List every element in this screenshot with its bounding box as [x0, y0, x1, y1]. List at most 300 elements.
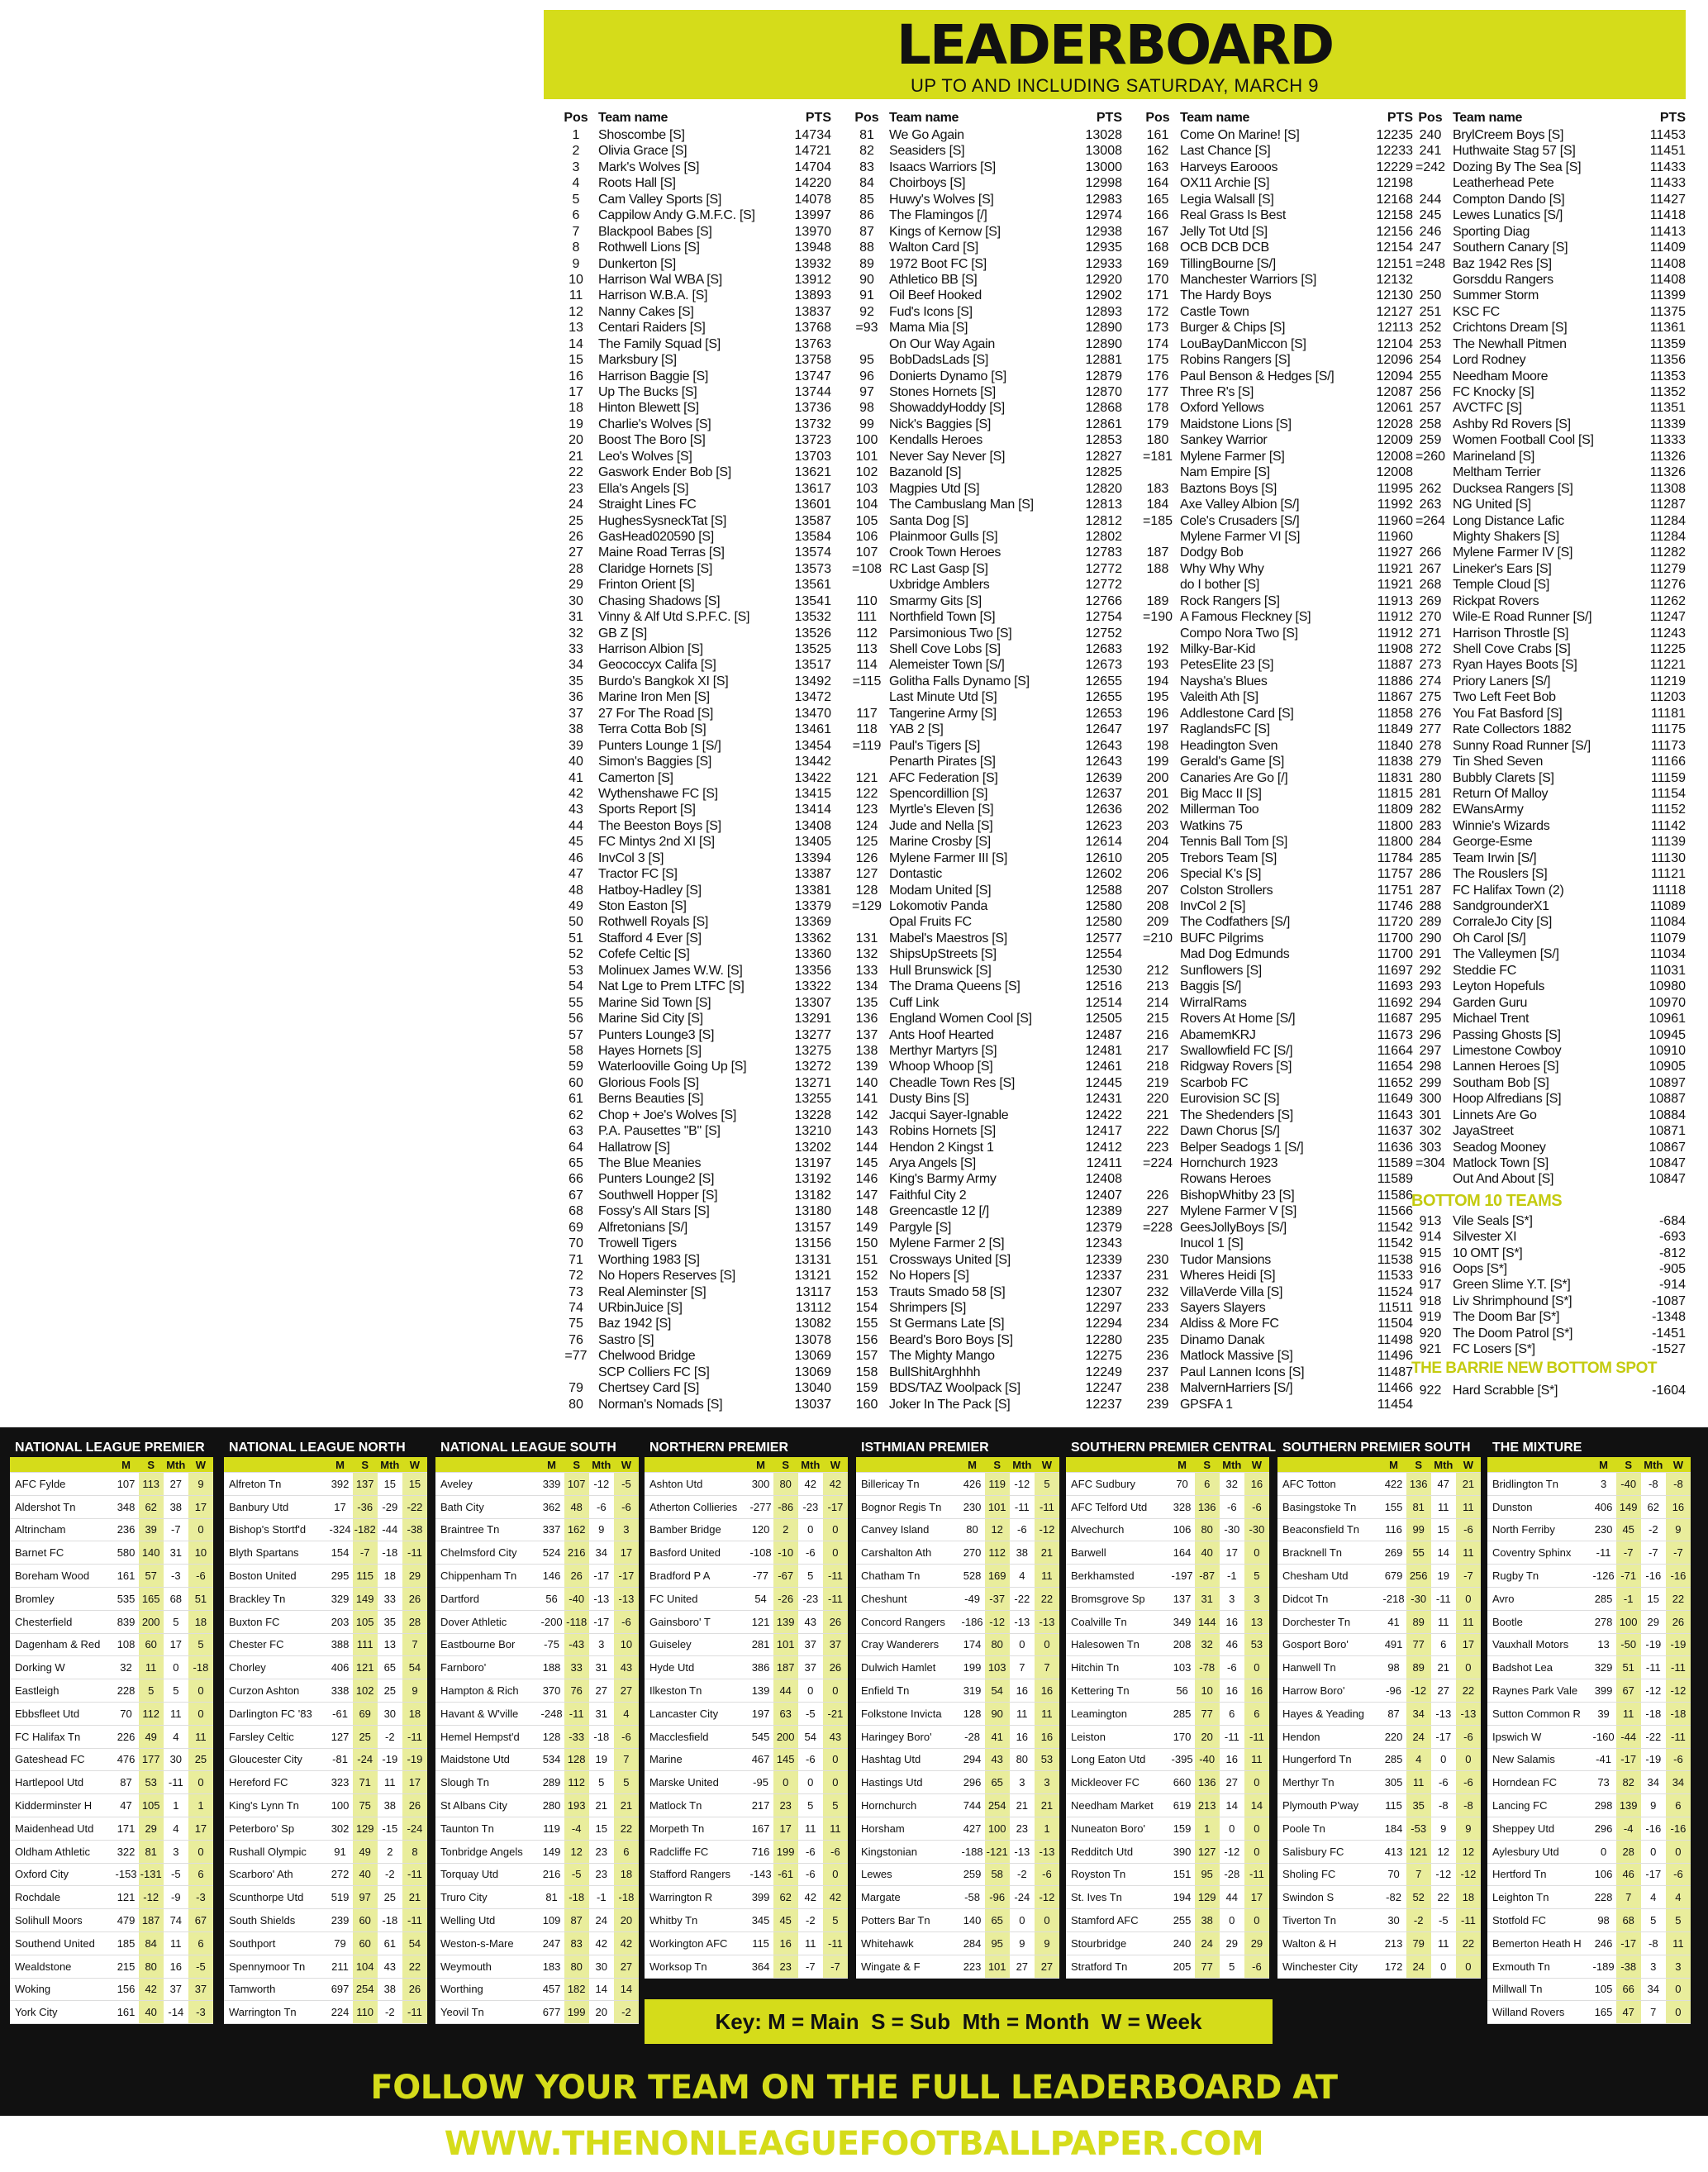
position: 916	[1419, 1262, 1442, 1276]
stat-value: -324	[327, 1518, 352, 1541]
stat-header: M	[1591, 1457, 1615, 1473]
table-row	[1140, 175, 1413, 191]
table-row	[559, 802, 831, 817]
position: 117	[856, 706, 878, 721]
stat-value: 70	[113, 1702, 138, 1725]
table-row	[849, 432, 1122, 448]
points: 11757	[1377, 867, 1413, 882]
stat-value: 30	[1381, 1909, 1406, 1932]
table-row	[1413, 545, 1686, 560]
stat-value: 113	[139, 1473, 164, 1496]
team-name: Dusty Bins [S]	[889, 1092, 969, 1107]
team-name: GeesJollyBoys [S/]	[1180, 1220, 1287, 1235]
position: 161	[1146, 128, 1169, 142]
position: 213	[1146, 979, 1169, 994]
team-name: Hertford Tn	[1487, 1863, 1591, 1886]
table-row	[559, 352, 831, 368]
position: 209	[1146, 915, 1169, 930]
team-name: Dodgy Bob	[1180, 545, 1244, 560]
stat-value: 136	[1195, 1771, 1220, 1794]
team-name: Hatboy-Hadley [S]	[598, 883, 702, 898]
points: 11504	[1377, 1317, 1413, 1331]
team-name: InvCol 3 [S]	[598, 850, 664, 865]
table-row	[849, 706, 1122, 722]
stat-value: 20	[614, 1909, 639, 1932]
team-name: Castle Town	[1180, 304, 1249, 319]
position: 208	[1146, 899, 1169, 913]
points: 12294	[1085, 1317, 1122, 1331]
stat-value: 80	[985, 1633, 1010, 1656]
stat-value: 54	[748, 1587, 773, 1610]
position: 43	[569, 803, 583, 817]
stat-value: 42	[139, 1978, 164, 2001]
stat-value: -12	[1456, 1863, 1481, 1886]
position: 294	[1419, 995, 1442, 1010]
position: 270	[1419, 610, 1442, 625]
league-row	[10, 1955, 213, 1978]
league-row	[435, 1587, 639, 1610]
team-name: Alvechurch	[1066, 1518, 1169, 1541]
stat-header: Mth	[164, 1457, 188, 1473]
position: 268	[1419, 578, 1442, 593]
stat-value: 0	[823, 1518, 848, 1541]
stat-header: W	[188, 1457, 213, 1473]
position: 192	[1146, 642, 1169, 656]
stat-value: -1	[1616, 1587, 1641, 1610]
stat-value: 27	[1431, 1679, 1456, 1703]
stat-value: -6	[1666, 1863, 1691, 1886]
team-name: Charlie's Wolves [S]	[598, 417, 711, 431]
stat-value: 11	[1456, 1610, 1481, 1633]
points: -914	[1658, 1278, 1686, 1293]
team-name: Bromley	[10, 1587, 113, 1610]
position: 13	[569, 321, 583, 336]
team-name: AFC Federation [S]	[889, 770, 998, 785]
table-row	[849, 1348, 1122, 1364]
position: =224	[1142, 1156, 1173, 1170]
team-name: Crichtons Dream [S]	[1453, 321, 1568, 336]
table-row	[1413, 432, 1686, 448]
table-row	[559, 1140, 831, 1155]
league-table	[856, 1439, 1059, 1979]
team-name: Dinamo Danak	[1180, 1332, 1265, 1347]
stat-value: 5	[139, 1679, 164, 1703]
points: 12389	[1085, 1204, 1122, 1219]
team-name: Paul Benson & Hedges [S/]	[1180, 369, 1335, 383]
league-grid	[1487, 1457, 1691, 2024]
league-row	[1487, 1886, 1691, 1909]
team-name: Berns Beauties [S]	[598, 1092, 704, 1107]
stat-value: 9	[1641, 1794, 1666, 1817]
stat-value: 20	[589, 2001, 614, 2024]
points: 13156	[794, 1236, 831, 1251]
stat-value: 87	[564, 1909, 589, 1932]
position: 169	[1146, 256, 1169, 271]
team-name: Enfield Tn	[856, 1679, 959, 1703]
team-name: Out And About [S]	[1453, 1172, 1554, 1187]
table-row	[559, 1091, 831, 1107]
team-name: Penarth Pirates [S]	[889, 755, 996, 769]
stat-value: 4	[614, 1702, 639, 1725]
table-row	[559, 449, 831, 464]
table-row	[849, 609, 1122, 625]
stat-value: 11	[1406, 1771, 1431, 1794]
table-row	[1413, 1229, 1686, 1245]
league-row	[645, 1541, 848, 1565]
league-table	[224, 1439, 427, 2024]
table-row	[849, 1380, 1122, 1396]
stat-value: 200	[139, 1610, 164, 1633]
stat-value: -2	[1406, 1909, 1431, 1932]
table-row	[1140, 304, 1413, 320]
stat-value: -2	[1010, 1863, 1035, 1886]
league-row	[435, 1565, 639, 1588]
position: 176	[1146, 369, 1169, 383]
points: -905	[1658, 1262, 1686, 1276]
stat-value: -12	[1035, 1518, 1059, 1541]
position	[1413, 529, 1448, 545]
table-row	[849, 689, 1122, 705]
stat-value: 545	[748, 1725, 773, 1748]
stat-value: 21	[614, 1794, 639, 1817]
league-row	[1277, 1587, 1481, 1610]
team-name: Priory Laners [S/]	[1453, 674, 1551, 688]
team-name: Bromsgrove Sp	[1066, 1587, 1169, 1610]
table-row	[849, 946, 1122, 962]
stat-value: 0	[188, 1702, 213, 1725]
team-header	[1487, 1457, 1591, 1473]
league-grid	[224, 1457, 427, 2024]
table-row	[559, 513, 831, 529]
position: 163	[1146, 160, 1169, 174]
position: 75	[569, 1317, 583, 1331]
stat-value: 115	[748, 1931, 773, 1955]
table-row	[1140, 529, 1413, 545]
table-row	[1140, 883, 1413, 898]
position	[1140, 464, 1175, 480]
stat-value: 5	[798, 1794, 823, 1817]
team-name: Darlington FC '83	[224, 1702, 327, 1725]
team-name: 1972 Boot FC [S]	[889, 256, 987, 271]
stat-value: 0	[1010, 1909, 1035, 1932]
stat-value: 80	[959, 1518, 984, 1541]
points: 11800	[1377, 835, 1413, 850]
stat-value: 26	[823, 1656, 848, 1679]
league-row	[1487, 1587, 1691, 1610]
team-name: Bubbly Clarets [S]	[1453, 770, 1554, 785]
stat-value: -6	[589, 1495, 614, 1518]
table-row	[559, 272, 831, 288]
position: 216	[1146, 1027, 1169, 1042]
stat-value: -6	[1220, 1656, 1244, 1679]
points: 11687	[1377, 1012, 1413, 1026]
position: 233	[1146, 1300, 1169, 1315]
team-header	[10, 1457, 113, 1473]
position	[849, 689, 884, 705]
points: 12229	[1376, 160, 1413, 174]
stat-value: -41	[1591, 1748, 1615, 1771]
stat-value: 254	[985, 1794, 1010, 1817]
stat-value: 102	[353, 1679, 378, 1703]
league-title: NORTHERN PREMIER	[649, 1441, 789, 1455]
stat-value: -18	[1641, 1702, 1666, 1725]
team-name: Hemel Hempst'd	[435, 1725, 539, 1748]
table-row	[1413, 593, 1686, 609]
position: =115	[852, 674, 882, 688]
points: 11453	[1649, 128, 1686, 142]
stat-value: 16	[164, 1955, 188, 1978]
position: 215	[1146, 1012, 1169, 1026]
team-name: Marksbury [S]	[598, 353, 677, 368]
stat-value: 296	[959, 1771, 984, 1794]
position: 141	[855, 1092, 878, 1107]
table-row	[849, 288, 1122, 303]
points: 11649	[1377, 1092, 1413, 1107]
league-row	[10, 1725, 213, 1748]
team-name: Geococcyx Califa [S]	[598, 658, 716, 673]
stat-value: 45	[1616, 1518, 1641, 1541]
stat-value: 31	[589, 1656, 614, 1679]
position: 154	[855, 1300, 878, 1315]
points: 13117	[795, 1284, 831, 1299]
team-name: Gorsddu Rangers	[1453, 272, 1553, 287]
stat-value: 0	[1456, 1748, 1481, 1771]
team-name: Mylene Farmer 2 [S]	[889, 1236, 1005, 1251]
stat-value: 0	[188, 1840, 213, 1863]
stat-value: 0	[1010, 1633, 1035, 1656]
stat-value: 172	[1381, 1955, 1406, 1978]
team-name: Fossy's All Stars [S]	[598, 1204, 710, 1219]
stat-value: -19	[1666, 1633, 1691, 1656]
team-name: England Women Cool [S]	[889, 1012, 1032, 1026]
team-name: Last Minute Utd [S]	[889, 690, 997, 705]
league-row	[435, 1610, 639, 1633]
team-name: Dontastic	[889, 867, 942, 882]
team-name: Coventry Sphinx	[1487, 1541, 1591, 1565]
stat-value: 128	[564, 1748, 589, 1771]
stat-value: 296	[1591, 1817, 1615, 1840]
points: 13202	[794, 1140, 831, 1155]
stat-value: 161	[113, 2001, 138, 2024]
stat-value: -200	[539, 1610, 564, 1633]
points: 11533	[1377, 1269, 1413, 1284]
stat-value: 174	[959, 1633, 984, 1656]
team-name: Winnie's Wizards	[1453, 818, 1550, 833]
team-name: Ilkeston Tn	[645, 1679, 748, 1703]
team-name: Warrington Tn	[224, 2001, 327, 2024]
position: 71	[569, 1252, 583, 1267]
table-row	[1413, 946, 1686, 962]
league-row	[224, 1656, 427, 1679]
points: 13541	[794, 593, 831, 608]
position: 155	[855, 1317, 878, 1331]
team-name: BullShitArghhhh	[889, 1365, 981, 1379]
points: 12655	[1085, 674, 1122, 688]
stat-value: -8	[1456, 1794, 1481, 1817]
stat-value: 171	[113, 1817, 138, 1840]
team-name: Mylene Farmer IV [S]	[1453, 545, 1573, 560]
team-name: Farsley Celtic	[224, 1725, 327, 1748]
league-row	[1487, 1473, 1691, 1496]
stat-value: 0	[823, 1771, 848, 1794]
team-name: Baztons Boys [S]	[1180, 481, 1277, 496]
position: 3	[572, 160, 580, 174]
position: 178	[1146, 401, 1169, 416]
points: 11221	[1649, 658, 1686, 673]
team-name: Ston Easton [S]	[598, 899, 687, 913]
team-name: Big Macc II [S]	[1180, 786, 1262, 801]
stat-value: 270	[959, 1541, 984, 1565]
position: 207	[1146, 883, 1169, 898]
league-row	[224, 1748, 427, 1771]
points: 12061	[1376, 401, 1413, 416]
table-row	[1413, 481, 1686, 497]
team-name: Dunkerton [S]	[598, 256, 676, 271]
team-name: Merthyr Martyrs [S]	[889, 1043, 997, 1058]
position: 47	[569, 867, 583, 882]
stat-value: -81	[327, 1748, 352, 1771]
stat-value: 38	[378, 1794, 402, 1817]
stat-value: -58	[959, 1886, 984, 1909]
position: 103	[855, 481, 878, 496]
stat-value: -18	[614, 1886, 639, 1909]
stat-value: 11	[1666, 1931, 1691, 1955]
team-name: Southern Canary [S]	[1453, 241, 1568, 255]
table-row	[1140, 272, 1413, 288]
table-row	[1140, 1155, 1413, 1171]
team-name: Weston-s-Mare	[435, 1931, 539, 1955]
stat-value: -17	[1431, 1725, 1456, 1748]
stat-value: 49	[139, 1725, 164, 1748]
points: 12412	[1085, 1140, 1122, 1155]
position: 64	[569, 1140, 583, 1155]
points: 12602	[1085, 867, 1122, 882]
position: 275	[1419, 690, 1442, 705]
stat-value: 112	[139, 1702, 164, 1725]
team-name: Hyde Utd	[645, 1656, 748, 1679]
stat-value: 29	[402, 1565, 427, 1588]
stat-value: -197	[1169, 1565, 1194, 1588]
league-title: ISTHMIAN PREMIER	[861, 1441, 989, 1455]
stat-value: -17	[1616, 1931, 1641, 1955]
stat-value: 226	[113, 1725, 138, 1748]
league-row	[10, 1587, 213, 1610]
table-row	[1140, 754, 1413, 769]
stat-value: 11	[1431, 1610, 1456, 1633]
table-row	[1140, 1397, 1413, 1412]
points: -1527	[1652, 1342, 1686, 1357]
position: =190	[1142, 610, 1173, 625]
stat-value: 0	[188, 1518, 213, 1541]
position: 915	[1419, 1246, 1442, 1260]
points: -1604	[1652, 1383, 1686, 1398]
stat-value: 9	[589, 1518, 614, 1541]
team-name: Chasing Shadows [S]	[598, 593, 721, 608]
position: 29	[569, 578, 583, 593]
stat-value: 9	[188, 1473, 213, 1496]
points: 12614	[1085, 835, 1122, 850]
stat-value: 519	[327, 1886, 352, 1909]
stat-value: 11	[1035, 1565, 1059, 1588]
league-row	[1487, 1518, 1691, 1541]
team-name: The Shedenders [S]	[1180, 1107, 1293, 1122]
team-name: Warrington R	[645, 1886, 748, 1909]
table-row	[1140, 127, 1413, 143]
stat-value: 7	[1035, 1656, 1059, 1679]
position	[1413, 464, 1448, 480]
team-name: Watkins 75	[1180, 818, 1243, 833]
team-name: Leatherhead Pete	[1453, 176, 1554, 191]
table-row	[1140, 1075, 1413, 1091]
stat-value: 18	[378, 1565, 402, 1588]
position: 102	[855, 465, 878, 480]
stat-value: -22	[402, 1495, 427, 1518]
stat-value: -11	[402, 1725, 427, 1748]
position: 18	[569, 401, 583, 416]
stat-value: 3	[614, 1518, 639, 1541]
table-row	[849, 320, 1122, 336]
table-row	[1413, 850, 1686, 866]
table-row	[559, 1123, 831, 1139]
stat-value: -11	[1431, 1587, 1456, 1610]
team-name: Cray Wanderers	[856, 1633, 959, 1656]
stat-value: 17	[188, 1817, 213, 1840]
team-name: Lokomotiv Panda	[889, 899, 988, 913]
points: 11636	[1377, 1140, 1413, 1155]
stat-value: 137	[353, 1473, 378, 1496]
team-name: Leighton Tn	[1487, 1886, 1591, 1909]
position: =260	[1415, 449, 1446, 464]
team-name: Cam Valley Sports [S]	[598, 192, 722, 207]
table-row	[559, 529, 831, 545]
team-name: Horsham	[856, 1817, 959, 1840]
table-row	[559, 464, 831, 480]
stat-value: 18	[1456, 1886, 1481, 1909]
table-row	[559, 497, 831, 512]
points: 11913	[1377, 593, 1413, 608]
stat-value: 53	[139, 1771, 164, 1794]
points: 12008	[1376, 465, 1413, 480]
table-row	[1413, 1107, 1686, 1123]
position: 39	[569, 738, 583, 753]
stat-value: 95	[1195, 1863, 1220, 1886]
team-name: Boost The Boro [S]	[598, 433, 706, 448]
stat-value: -24	[353, 1748, 378, 1771]
stat-value: 34	[589, 1541, 614, 1565]
team-name: Bishop's Stortf'd	[224, 1518, 327, 1541]
league-row	[435, 1771, 639, 1794]
position: =264	[1415, 513, 1446, 528]
table-row	[1413, 689, 1686, 705]
league-row	[1277, 1955, 1481, 1978]
position: 4	[572, 176, 580, 191]
team-name: Mighty Shakers [S]	[1453, 529, 1559, 544]
points: 13360	[794, 947, 831, 962]
table-row	[1413, 738, 1686, 754]
position: =242	[1415, 160, 1446, 174]
position: 236	[1146, 1349, 1169, 1364]
team-name: Marineland [S]	[1453, 449, 1534, 464]
stat-value: 422	[1381, 1473, 1406, 1496]
league-row	[224, 1473, 427, 1496]
position: 101	[855, 449, 878, 464]
table-row	[1140, 979, 1413, 994]
team-name: Dulwich Hamlet	[856, 1656, 959, 1679]
team-name: Long Distance Lafic	[1453, 513, 1564, 528]
team-name: GPSFA 1	[1180, 1397, 1233, 1412]
stat-value: 427	[959, 1817, 984, 1840]
stat-value: -6	[1431, 1771, 1456, 1794]
